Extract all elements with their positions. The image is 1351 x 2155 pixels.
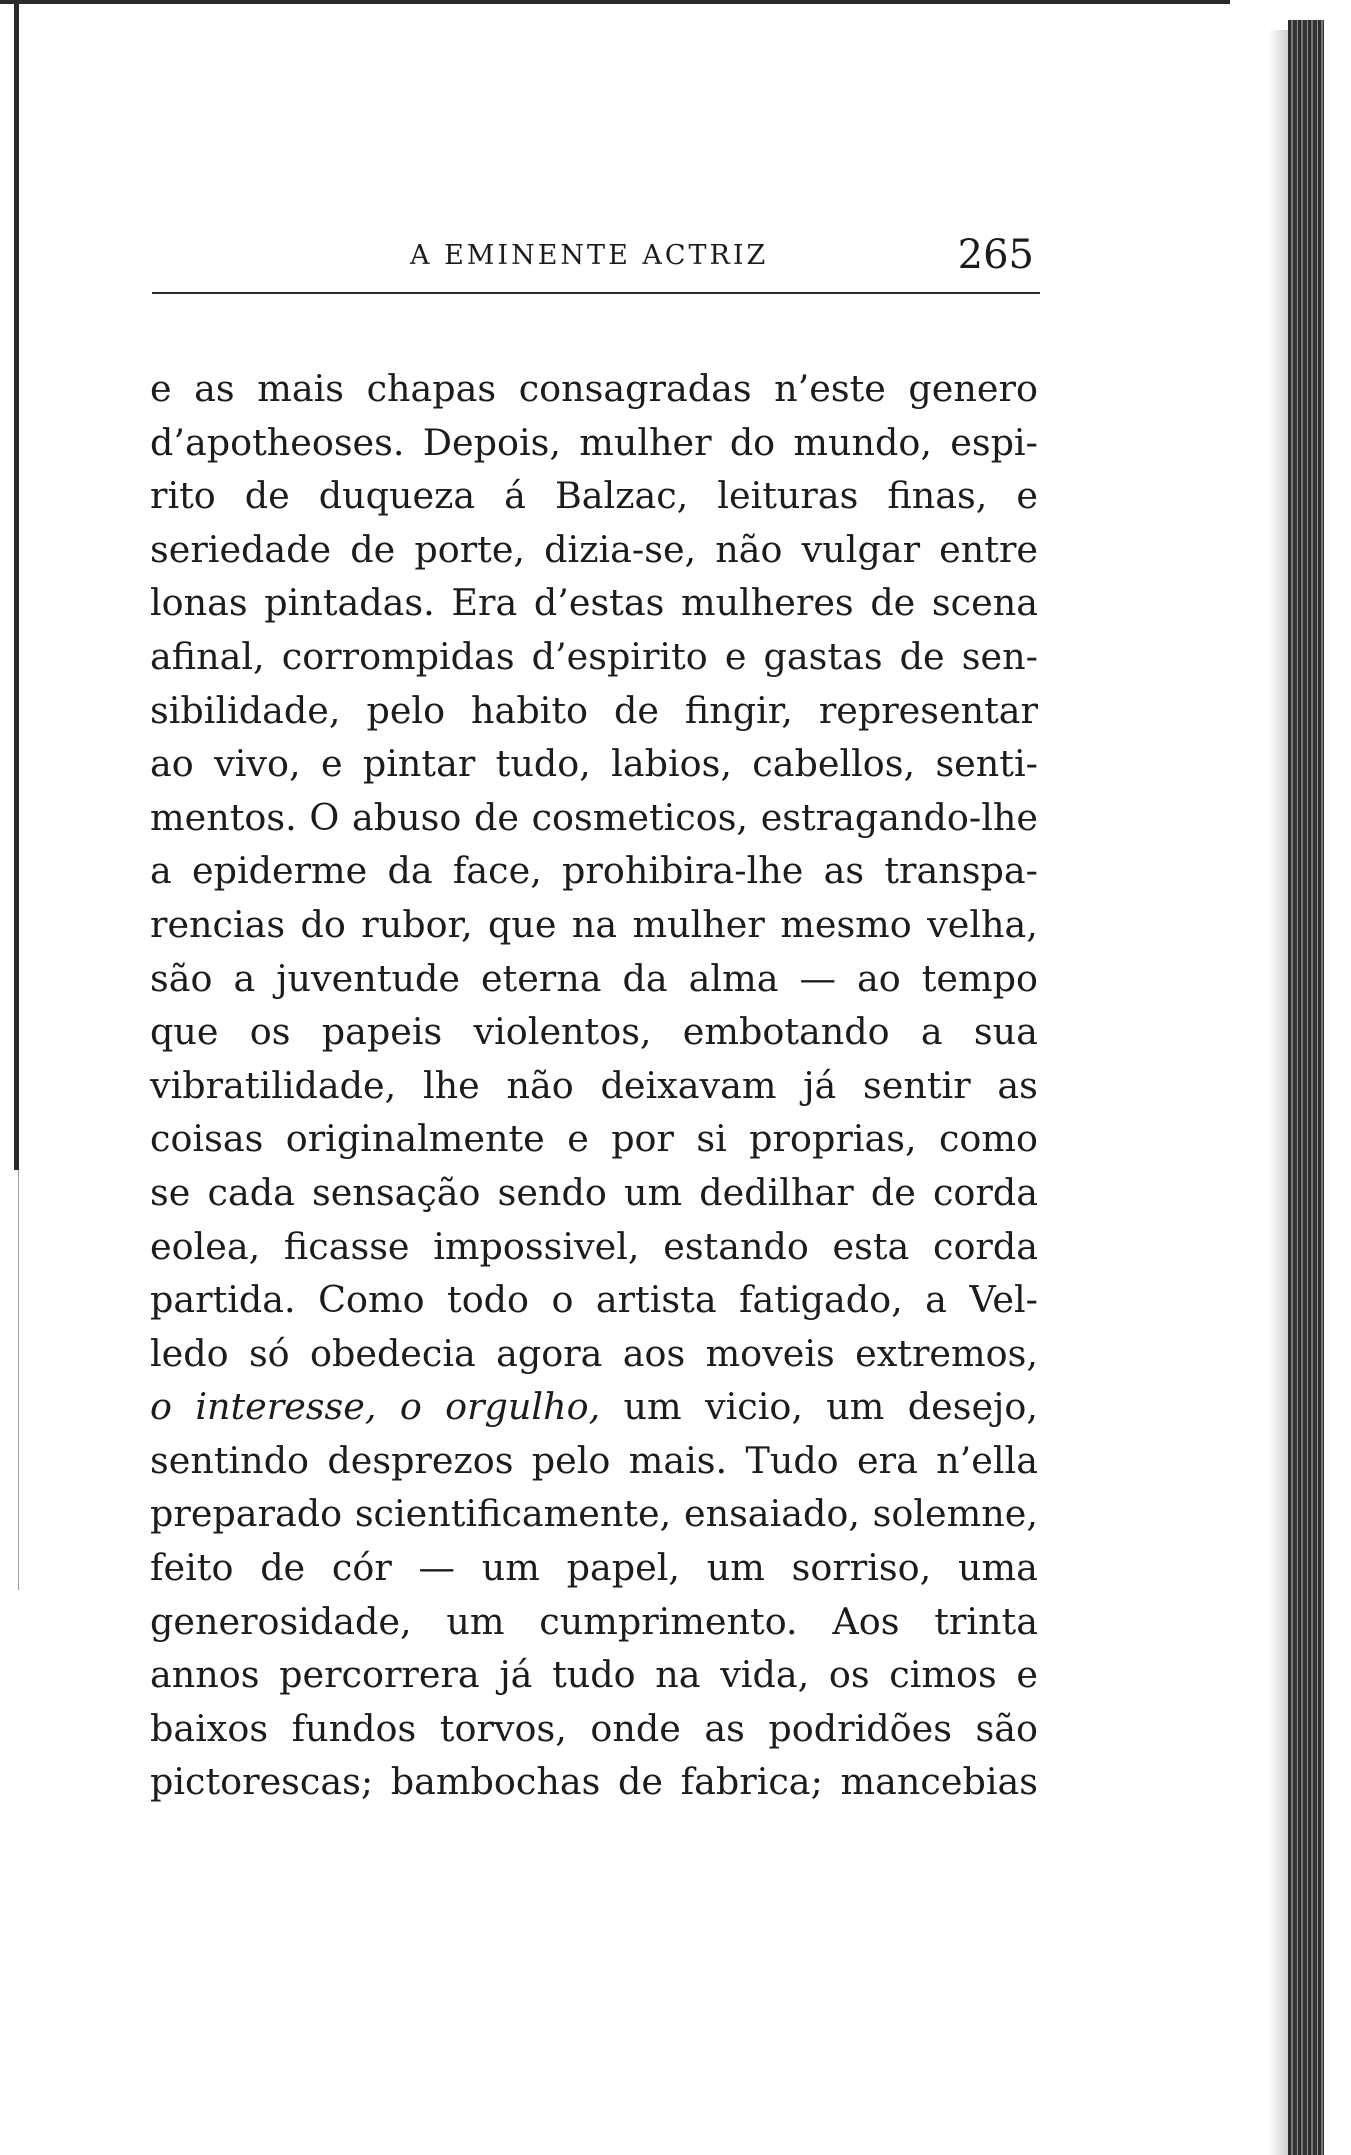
word: mulher (632, 902, 765, 946)
word: violentos, (473, 1010, 652, 1054)
text-line (150, 1487, 1038, 1541)
word: — (418, 1546, 456, 1590)
word: leituras (717, 474, 859, 518)
word: corrompidas (281, 634, 515, 678)
word: na (571, 902, 618, 946)
word: tudo, (495, 742, 591, 786)
word: sendo (497, 1170, 607, 1214)
word: n’este (774, 367, 886, 410)
word: fingir, (684, 688, 793, 732)
word: ao (150, 742, 194, 786)
word: seriedade (150, 527, 332, 571)
word: Balzac, (554, 474, 689, 518)
word: um (623, 1385, 682, 1429)
running-head (152, 232, 1040, 294)
word: obedecia (310, 1331, 476, 1375)
word: era (857, 1438, 918, 1482)
word: percorrera (279, 1653, 480, 1697)
word: vulgar (801, 527, 921, 571)
scan-right-edge (1288, 20, 1324, 2155)
word: cimos (889, 1653, 997, 1697)
word: já (499, 1653, 533, 1697)
word: e (1016, 1653, 1038, 1697)
word: cosmeticos, (531, 795, 749, 839)
word: de (617, 1760, 663, 1804)
word: Como (318, 1278, 425, 1322)
word: da (622, 956, 668, 1000)
word: ficasse (283, 1224, 410, 1268)
word: as (194, 367, 235, 410)
word: da (387, 849, 433, 893)
word: dedilhar (699, 1170, 854, 1214)
word: de (870, 581, 916, 625)
word: bambochas (390, 1760, 601, 1804)
word: finas, (887, 474, 988, 518)
word: de (899, 634, 945, 678)
word: preparado (150, 1492, 343, 1536)
word: partida. (150, 1278, 296, 1322)
word: os (828, 1653, 870, 1697)
word: um (624, 1170, 683, 1214)
text-line (150, 1755, 1038, 1809)
word: de (870, 1170, 916, 1214)
word: rito (150, 474, 216, 518)
word: alma (688, 956, 779, 1000)
page-number: 265 (957, 232, 1034, 278)
word: trinta (934, 1599, 1038, 1643)
word: extremos, (855, 1331, 1038, 1375)
word: só (248, 1331, 290, 1375)
text-line (150, 952, 1038, 1006)
word: estragando-lhe (760, 795, 1038, 839)
word: scientificamente, (354, 1492, 672, 1536)
word: do (729, 420, 776, 464)
word: e (1016, 474, 1038, 518)
word: chapas (366, 367, 497, 410)
word: de (473, 795, 519, 839)
word: velha, (927, 902, 1038, 946)
word: pictorescas; (150, 1760, 374, 1804)
scan-gutter-shadow (1268, 30, 1288, 2155)
word: as (704, 1706, 745, 1750)
word: ledo (150, 1331, 229, 1375)
text-line (150, 1166, 1038, 1220)
word: de (350, 527, 396, 571)
word: epiderme (192, 849, 368, 893)
word: habito (471, 688, 588, 732)
text-line (150, 1327, 1038, 1381)
word: vivo, (214, 742, 301, 786)
word: d’apotheoses. (150, 420, 405, 464)
word: vibratilidade, (150, 1063, 397, 1107)
word: o (150, 1385, 172, 1429)
word: proprias, (749, 1117, 917, 1161)
word: consagradas (518, 367, 752, 410)
running-title: A EMINENTE ACTRIZ (410, 240, 769, 271)
word: a (150, 849, 172, 893)
word: a (920, 1010, 943, 1054)
word: cór (331, 1546, 392, 1590)
word: baixos (150, 1706, 269, 1750)
word: como (938, 1117, 1038, 1161)
word: podridões (768, 1706, 952, 1750)
word: e (567, 1117, 589, 1161)
word: papeis (321, 1010, 443, 1054)
word: n’ella (936, 1438, 1038, 1482)
word: gastas (763, 634, 883, 678)
word: ensaiado, (683, 1492, 860, 1536)
scan-left-edge-faint (18, 1170, 19, 1590)
word: mesmo (780, 902, 912, 946)
word: Vel- (969, 1278, 1038, 1322)
word: d’espirito (531, 634, 708, 678)
word: abuso (351, 795, 462, 839)
word: Aos (832, 1599, 900, 1643)
word: moveis (705, 1331, 835, 1375)
word: mais. (628, 1438, 728, 1482)
word: aos (622, 1331, 686, 1375)
word: pelo (366, 688, 446, 732)
word: feito (150, 1546, 234, 1590)
word: ao (856, 956, 901, 1000)
word: e (150, 367, 172, 410)
word: porte, (414, 527, 526, 571)
word: Era (451, 581, 518, 625)
word: mulher (579, 420, 712, 464)
word: coisas (150, 1117, 264, 1161)
text-line (150, 469, 1038, 523)
word: corda (932, 1170, 1038, 1214)
text-line (150, 416, 1038, 470)
word: do (300, 902, 346, 946)
word: sen- (961, 634, 1038, 678)
word: á (504, 474, 526, 518)
word: e (320, 742, 343, 786)
text-line (150, 1595, 1038, 1649)
text-line (150, 1648, 1038, 1702)
word: corda (933, 1224, 1038, 1268)
word: mais (257, 367, 345, 410)
text-line (150, 362, 1038, 416)
word: a (233, 956, 256, 1000)
word: onde (590, 1706, 681, 1750)
word: o (551, 1278, 574, 1322)
word: lonas (150, 581, 248, 625)
word: estando (663, 1224, 809, 1268)
word: as (823, 849, 865, 893)
word: fabrica; (680, 1760, 823, 1804)
word: sentir (863, 1063, 971, 1107)
body-text (150, 362, 1038, 1809)
word: rencias (150, 902, 286, 946)
word: orgulho, (445, 1385, 601, 1429)
word: uma (958, 1546, 1038, 1590)
text-line (150, 1380, 1038, 1434)
word: na (655, 1653, 701, 1697)
word: cumprimento. (539, 1599, 798, 1643)
word: pintar (362, 742, 476, 786)
word: entre (939, 527, 1038, 571)
word: artista (595, 1278, 717, 1322)
word: — (799, 956, 836, 1000)
word: dizia-se, (544, 527, 697, 571)
word: de (613, 688, 659, 732)
word: são (975, 1706, 1038, 1750)
word: solemne, (872, 1492, 1038, 1536)
word: interesse, (195, 1385, 377, 1429)
text-line (150, 684, 1038, 738)
word: generosidade, (150, 1599, 412, 1643)
word: annos (150, 1653, 260, 1697)
text-line (150, 737, 1038, 791)
text-line (150, 1112, 1038, 1166)
word: genero (908, 367, 1038, 410)
text-line (150, 1702, 1038, 1756)
word: fatigado, (739, 1278, 903, 1322)
word: desprezos (327, 1438, 514, 1482)
word: não (715, 527, 783, 571)
word: mancebias (840, 1760, 1038, 1804)
word: mulheres (680, 581, 854, 625)
word: vicio, (704, 1385, 803, 1429)
word: afinal, (150, 634, 265, 678)
text-line (150, 1005, 1038, 1059)
word: impossivel, (433, 1224, 640, 1268)
word: pintadas. (264, 581, 435, 625)
word: um (706, 1546, 765, 1590)
word: sensação (312, 1170, 481, 1214)
scan-top-edge (0, 0, 1230, 18)
word: um (481, 1546, 540, 1590)
word: deixavam (600, 1063, 777, 1107)
word: papel, (566, 1546, 681, 1590)
text-line (150, 1273, 1038, 1327)
word: vida, (720, 1653, 810, 1697)
word: sua (973, 1010, 1038, 1054)
word: cabellos, (752, 742, 916, 786)
text-line (150, 576, 1038, 630)
word: sorriso, (791, 1546, 932, 1590)
word: um (446, 1599, 505, 1643)
word: transpa- (884, 849, 1038, 893)
word: de (244, 474, 290, 518)
word: de (260, 1546, 306, 1590)
word: desejo, (907, 1385, 1038, 1429)
word: Tudo (745, 1438, 839, 1482)
word: se (150, 1170, 191, 1214)
text-line (150, 1434, 1038, 1488)
text-line (150, 523, 1038, 577)
word: embotando (682, 1010, 890, 1054)
text-line (150, 1220, 1038, 1274)
word: originalmente (285, 1117, 545, 1161)
word: sentindo (150, 1438, 310, 1482)
word: d’estas (533, 581, 665, 625)
word: esta (832, 1224, 910, 1268)
word: cada (207, 1170, 295, 1214)
scan-left-edge (14, 0, 19, 1170)
word: senti- (935, 742, 1038, 786)
word: que (487, 902, 557, 946)
word: labios, (611, 742, 732, 786)
word: scena (931, 581, 1038, 625)
word: representar (818, 688, 1038, 732)
word: face, (452, 849, 542, 893)
word: duqueza (318, 474, 476, 518)
word: fundos (291, 1706, 417, 1750)
word: tudo (552, 1653, 636, 1697)
word: torvos, (439, 1706, 567, 1750)
text-line (150, 1059, 1038, 1113)
word: já (803, 1063, 837, 1107)
word: a (925, 1278, 947, 1322)
word: são (150, 956, 213, 1000)
text-line (150, 630, 1038, 684)
word: agora (496, 1331, 603, 1375)
text-line (150, 1541, 1038, 1595)
word: si (696, 1117, 727, 1161)
word: sibilidade, (150, 688, 341, 732)
word: eterna (480, 956, 602, 1000)
text-line (150, 844, 1038, 898)
word: Depois, (422, 420, 561, 464)
word: o (399, 1385, 422, 1429)
word: espi- (950, 420, 1038, 464)
word: pelo (531, 1438, 611, 1482)
word: que (150, 1010, 219, 1054)
word: O (309, 795, 340, 839)
text-line (150, 898, 1038, 952)
word: rubor, (361, 902, 473, 946)
word: prohibira-lhe (562, 849, 804, 893)
word: não (506, 1063, 574, 1107)
word: tempo (921, 956, 1038, 1000)
word: por (611, 1117, 674, 1161)
word: juventude (276, 956, 460, 1000)
word: as (997, 1063, 1038, 1107)
word: lhe (423, 1063, 480, 1107)
word: mentos. (150, 795, 297, 839)
text-line (150, 791, 1038, 845)
word: todo (447, 1278, 530, 1322)
word: e (724, 634, 747, 678)
word: um (826, 1385, 885, 1429)
word: os (249, 1010, 291, 1054)
word: eolea, (150, 1224, 261, 1268)
word: mundo, (793, 420, 932, 464)
